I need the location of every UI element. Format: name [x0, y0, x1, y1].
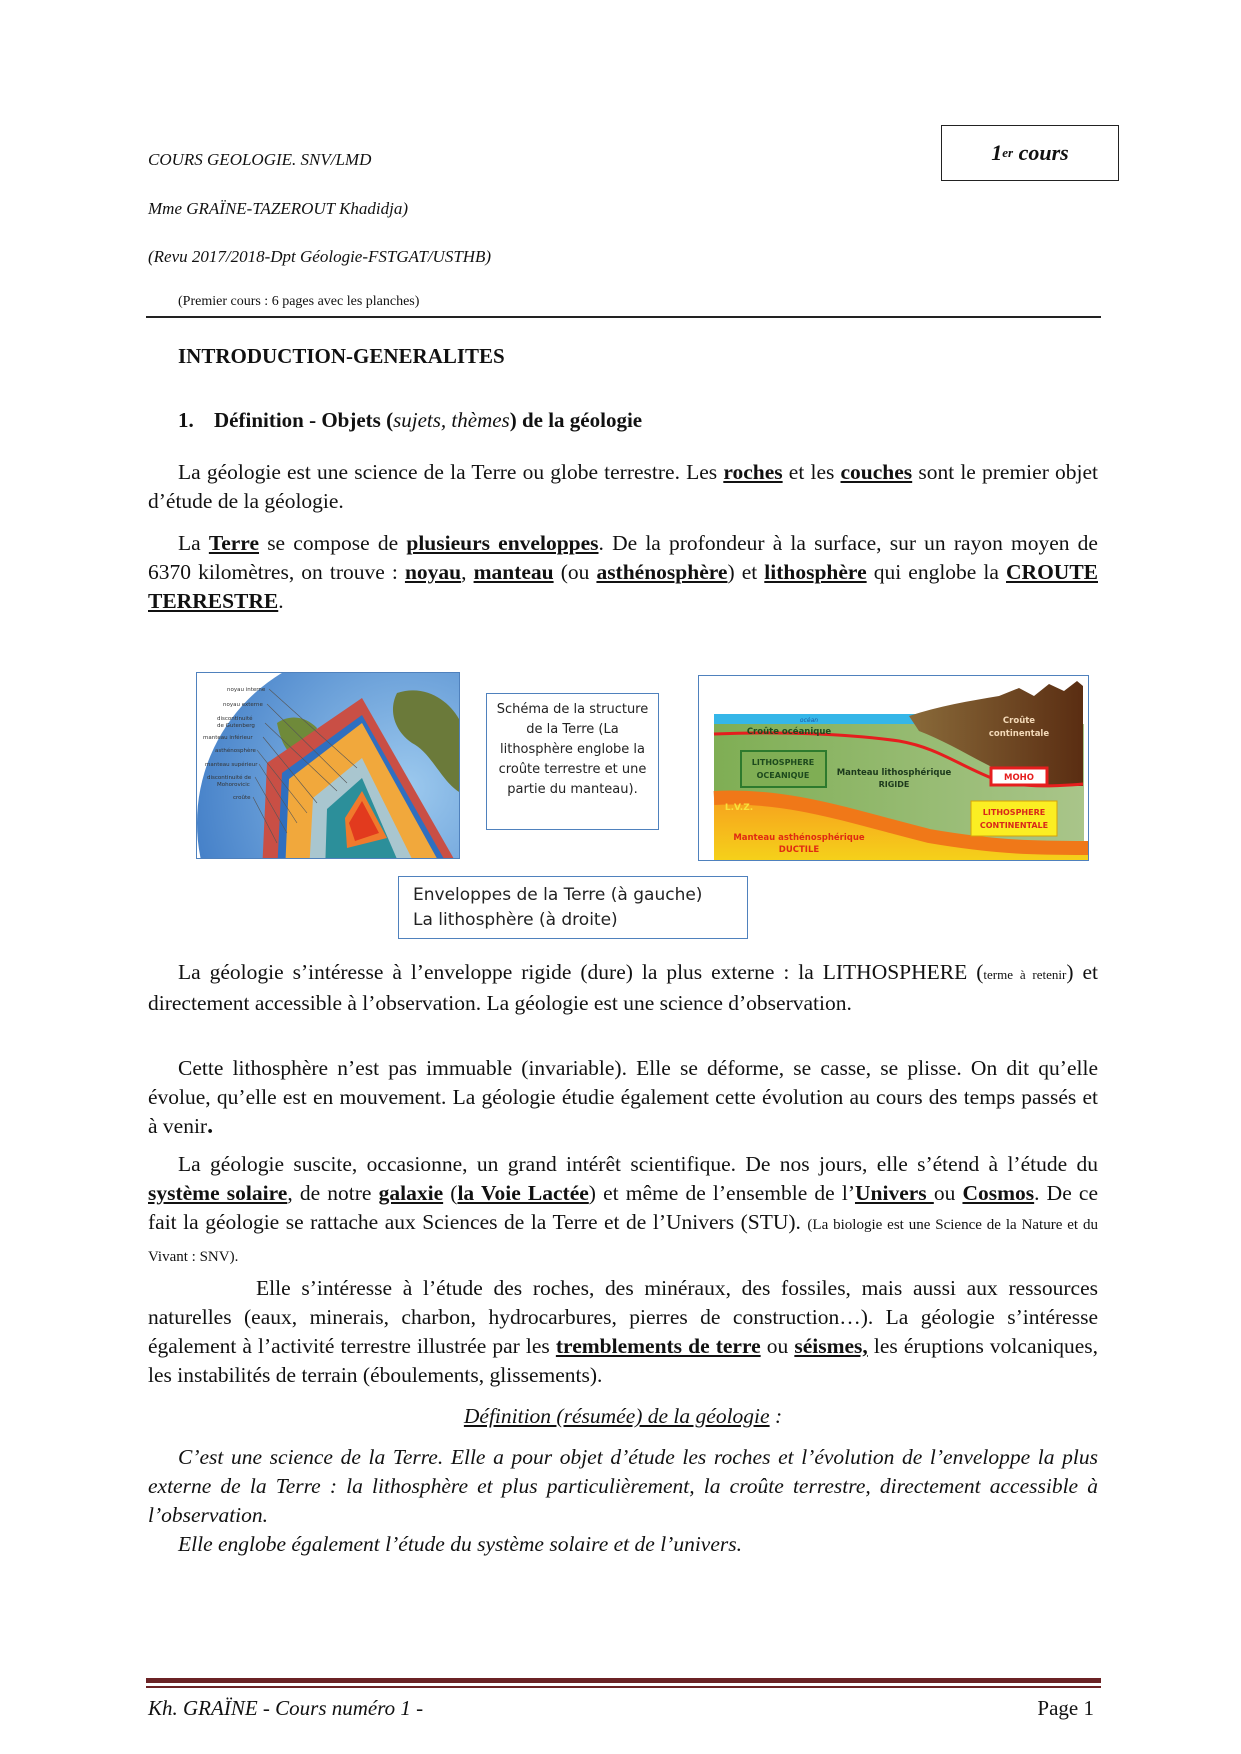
subsection-number: 1.	[178, 408, 194, 432]
text: . De ce fait la géologie se rattache aux Sciences de la Terre et de l’Univers (STU).	[148, 1181, 1098, 1234]
svg-text:manteau supérieur: manteau supérieur	[205, 762, 258, 768]
keyword-manteau: manteau	[473, 560, 554, 584]
svg-text:noyau interne: noyau interne	[227, 687, 266, 693]
definition-title-text: Définition (résumée) de la géologie	[463, 1404, 770, 1428]
text: , de notre	[287, 1181, 379, 1205]
text: . De la profondeur à la surface, sur un rayon moyen de 6370 kilomètres, on trouve :	[148, 531, 1098, 584]
label-manteau-litho-1: Manteau lithosphérique	[836, 768, 952, 778]
text: La	[178, 531, 209, 555]
caption-line-1: Enveloppes de la Terre (à gauche)	[413, 885, 703, 905]
keyword-enveloppes: plusieurs enveloppes	[406, 531, 599, 555]
course-number-box	[941, 125, 1119, 181]
definition-paragraph-1	[148, 1443, 1098, 1530]
text: ou	[760, 1334, 795, 1358]
text: et les	[782, 460, 841, 484]
keyword-voie-lactee: la Voie Lactée	[457, 1181, 589, 1205]
section-title: INTRODUCTION-GENERALITES	[178, 344, 505, 368]
paragraph-1	[148, 458, 1098, 516]
text: Elle englobe également l’étude du système solaire et de l’univers.	[178, 1532, 742, 1556]
keyword-systeme-solaire: système solaire	[148, 1181, 288, 1205]
text: C’est une science de la Terre. Elle a pour objet d’étude les roches et l’évolution de l’enveloppe la plus externe de la Terre : la lithosphère et plus particulièrement, la croûte terrestre, directement accessible à l’observation.	[148, 1445, 1098, 1527]
svg-text:noyau externe: noyau externe	[223, 702, 263, 708]
keyword-roches: roches	[723, 460, 783, 484]
label-litho-continentale-2: CONTINENTALE	[979, 821, 1049, 830]
header-course-title: COURS GEOLOGIE. SNV/LMD	[148, 150, 372, 169]
label-manteau-astheno-2: DUCTILE	[778, 845, 820, 855]
text: ,	[461, 560, 474, 584]
header-author: Mme GRAÏNE-TAZEROUT Khadidja)	[148, 199, 409, 218]
svg-text:croûte: croûte	[233, 795, 251, 801]
text: ) et même de l’ensemble de l’	[588, 1181, 855, 1205]
label-croute-oceanique: Croûte océanique	[746, 727, 832, 737]
label-manteau-astheno-1: Manteau asthénosphérique	[733, 833, 865, 843]
earth-structure-figure	[196, 672, 460, 859]
text: La géologie suscite, occasionne, un grand intérêt scientifique. De nos jours, elle s’étend à l’étude du	[178, 1152, 1098, 1176]
course-number-suffix: er	[1002, 145, 1014, 160]
keyword-croute-terrestre: CROUTE TERRESTRE	[148, 560, 1098, 613]
text: Elle s’intéresse à l’étude des roches, des minéraux, des fossiles, mais aussi aux ressources naturelles (eaux, minerais, charbon, hydrocarbures, pierres de construction…). La géologie s’intéresse également à l’activité terrestre illustrée par les	[148, 1276, 1098, 1358]
keyword-seismes: séismes,	[794, 1334, 868, 1358]
text: se compose de	[259, 531, 407, 555]
keyword-cosmos: Cosmos	[962, 1181, 1035, 1205]
label-croute-continentale-2: continentale	[988, 729, 1050, 739]
svg-text:de Gutenberg: de Gutenberg	[217, 723, 255, 729]
label-moho: MOHO	[1003, 773, 1035, 783]
label-litho-continentale-1: LITHOSPHERE	[982, 808, 1046, 817]
keyword-tremblements-de-terre: tremblements de terre	[555, 1334, 761, 1358]
label-ocean: océan	[799, 717, 819, 724]
page-number: Page 1	[1037, 1696, 1094, 1720]
keyword-lithosphere: lithosphère	[764, 560, 867, 584]
svg-text:discontinuité: discontinuité	[217, 716, 253, 722]
text: Cette lithosphère n’est pas immuable (invariable). Elle se déforme, se casse, se plisse. On dit qu’elle évolue, qu’elle est en mouvement. La géologie étudie également cette évolution au cours des temps passés et à venir	[148, 1056, 1098, 1138]
text: sont le premier objet d’étude de la géologie.	[148, 460, 1099, 513]
keyword-galaxie: galaxie	[378, 1181, 444, 1205]
caption-line-2: La lithosphère (à droite)	[413, 910, 618, 930]
text: .	[207, 1113, 214, 1139]
text: ou	[933, 1181, 963, 1205]
label-litho-oceanique-2: OCEANIQUE	[756, 771, 810, 780]
paragraph-2	[148, 529, 1098, 616]
course-label: cours	[1018, 140, 1069, 165]
header-revision: (Revu 2017/2018-Dpt Géologie-FSTGAT/USTHB)	[148, 247, 492, 266]
label-manteau-litho-2: RIGIDE	[878, 780, 910, 789]
text: La géologie s’intéresse à l’enveloppe rigide (dure) la plus externe : la LITHOSPHERE (	[178, 960, 984, 984]
svg-text:Mohorovicic: Mohorovicic	[217, 782, 250, 788]
biology-note: (La biologie est une Science de la Nature et du Vivant : SNV).	[148, 1217, 1098, 1265]
subsection-title	[178, 408, 642, 433]
svg-text:manteau inférieur: manteau inférieur	[203, 735, 253, 741]
paragraph-5	[148, 1150, 1098, 1272]
svg-text:discontinuité de: discontinuité de	[207, 775, 252, 781]
header-note: (Premier cours : 6 pages avec les planches)	[178, 294, 420, 309]
header-divider	[146, 316, 1101, 318]
text: .	[278, 589, 284, 613]
footer-divider-thick	[146, 1678, 1101, 1683]
footer-author: Kh. GRAÏNE - Cours numéro 1 -	[148, 1696, 424, 1720]
text: ) et	[727, 560, 765, 584]
label-litho-oceanique-1: LITHOSPHERE	[751, 758, 815, 767]
text: qui englobe la	[866, 560, 1007, 584]
text: La géologie est une science de la Terre ou globe terrestre. Les	[178, 460, 724, 484]
paragraph-4	[148, 1054, 1098, 1141]
text: (	[443, 1181, 458, 1205]
schema-caption-box	[486, 693, 659, 830]
keyword-noyau: noyau	[404, 560, 462, 584]
keyword-asthenosphere: asthénosphère	[596, 560, 728, 584]
definition-paragraph-2	[148, 1530, 1098, 1559]
subsection-text-a: Définition - Objets (	[214, 408, 394, 432]
subsection-text-b: ) de la géologie	[509, 408, 643, 432]
text: :	[769, 1404, 783, 1428]
label-croute-continentale-1: Croûte	[1002, 716, 1036, 726]
schema-caption-text: Schéma de la structure de la Terre (La lithosphère englobe la croûte terrestre et une partie du manteau).	[496, 702, 649, 797]
keyword-couches: couches	[840, 460, 913, 484]
course-number: 1	[991, 140, 1003, 165]
text: ) et directement accessible à l’observation. La géologie est une science d’observation.	[148, 960, 1098, 1015]
keyword-terre: Terre	[208, 531, 260, 555]
paragraph-3	[148, 958, 1098, 1018]
text: (ou	[553, 560, 597, 584]
subsection-italic: sujets, thèmes	[393, 408, 510, 432]
svg-text:asthénosphère: asthénosphère	[215, 748, 256, 754]
paragraph-6	[148, 1274, 1098, 1390]
lithosphere-cross-section	[699, 676, 1089, 861]
earth-cutaway-illustration	[197, 673, 460, 859]
keyword-univers: Univers	[854, 1181, 934, 1205]
text: les éruptions volcaniques, les instabilités de terrain (éboulements, glissements).	[148, 1334, 1098, 1387]
figures-caption-box	[398, 876, 748, 939]
lithosphere-figure	[698, 675, 1089, 861]
footer-divider-thin	[146, 1686, 1101, 1688]
term-note: terme à retenir	[983, 967, 1067, 982]
definition-title	[148, 1404, 1098, 1429]
label-lvz: L.V.Z.	[724, 803, 754, 813]
